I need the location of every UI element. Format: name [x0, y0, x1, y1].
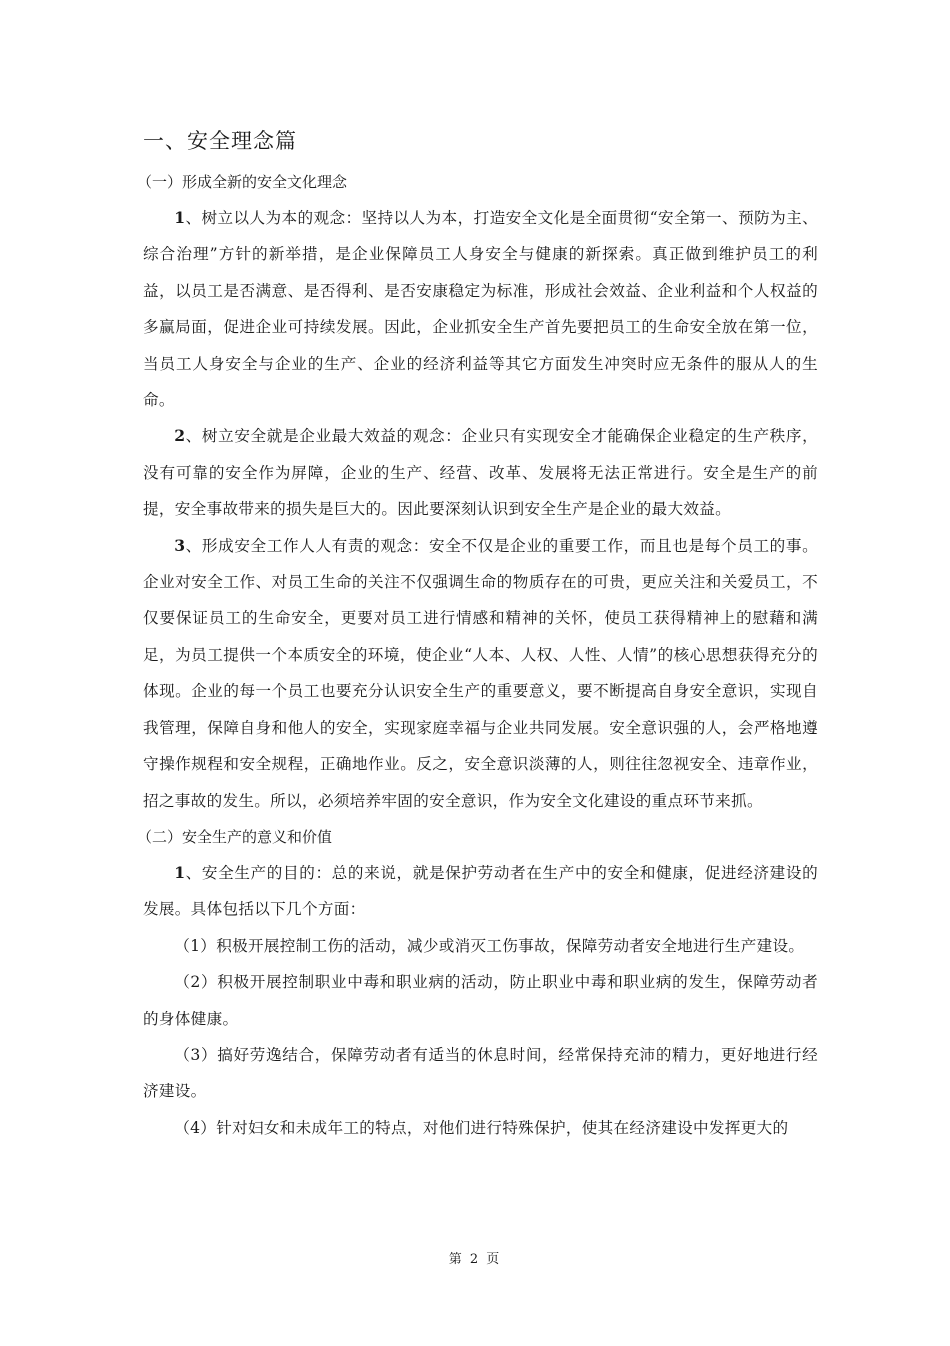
item-number: 1 — [174, 862, 186, 882]
sub-item-1: （1）积极开展控制工伤的活动，减少或消灭工伤事故，保障劳动者安全地进行生产建设。 — [174, 936, 805, 955]
item-number: 1 — [174, 208, 186, 227]
section-title: 一、安全理念篇 — [143, 129, 297, 153]
subsection-heading-2: （二）安全生产的意义和价值 — [137, 827, 333, 846]
page-number: 第 2 页 — [448, 1252, 502, 1267]
subsection-heading-1: （一）形成全新的安全文化理念 — [137, 173, 348, 191]
paragraph-text: 、树立安全就是企业最大效益的观念：企业只有实现安全才能确保企业稳定的生产秩序，没有可靠的安全作为屏障，企业的生产、经营、改革、发展将无法正常进行。安全是生产的前提，安全事故带来的损失是巨大的。因此要深刻认识到安全生产是企业的最大效益。 — [143, 427, 818, 519]
paragraph-1 — [143, 200, 818, 418]
paragraph-text: 、安全生产的目的：总的来说，就是保护劳动者在生产中的安全和健康，促进经济建设的发展。具体包括以下几个方面： — [143, 863, 818, 919]
sub-item-3: （3）搞好劳逸结合，保障劳动者有适当的休息时间，经常保持充沛的精力，更好地进行经济建设。 — [143, 1045, 818, 1101]
paragraph-3 — [143, 528, 818, 819]
item-number: 2 — [174, 426, 186, 446]
sub-item-4: （4）针对妇女和未成年工的特点，对他们进行特殊保护，使其在经济建设中发挥更大的 — [174, 1118, 789, 1137]
paragraph-2 — [143, 418, 818, 527]
paragraph-text: 、形成安全工作人人有责的观念：安全不仅是企业的重要工作，而且也是每个员工的事。企业对安全工作、对员工生命的关注不仅强调生命的物质存在的可贵，更应关注和关爱员工，不仅要保证员工的生命安全，更要对员工进行情感和精神的关怀，使员工获得精神上的慰藉和满足，为员工提供一个本质安全的环境，使企业“人本、人权、人性、人情”的核心思想获得充分的体现。企业的每一个员工也要充分认识安全生产的重要意义，要不断提高自身安全意识，实现自我管理，保障自身和他人的安全，实现家庭幸福与企业共同发展。安全意识强的人，会严格地遵守操作规程和安全规程，正确地作业。反之，安全意识淡薄的人，则往往忽视安全、违章作业，招之事故的发生。所以，必须培养牢固的安全意识，作为安全文化建设的重点环节来抓。 — [143, 536, 818, 810]
sub-item-2: （2）积极开展控制职业中毒和职业病的活动，防止职业中毒和职业病的发生，保障劳动者的身体健康。 — [143, 973, 818, 1028]
paragraph-text: 、树立以人为本的观念：坚持以人为本，打造安全文化是全面贯彻“安全第一、预防为主、综合治理”方针的新举措，是企业保障员工人身安全与健康的新探索。真正做到维护员工的利益，以员工是否满意、是否得利、是否安康稳定为标准，形成社会效益、企业利益和个人权益的多赢局面，促进企业可持续发展。因此，企业抓安全生产首先要把员工的生命安全放在第一位，当员工人身安全与企业的生产、企业的经济利益等其它方面发生冲突时应无条件的服从人的生命。 — [143, 209, 818, 410]
paragraph-4 — [143, 855, 818, 928]
item-number: 3 — [174, 535, 186, 555]
document-body — [137, 126, 818, 1146]
